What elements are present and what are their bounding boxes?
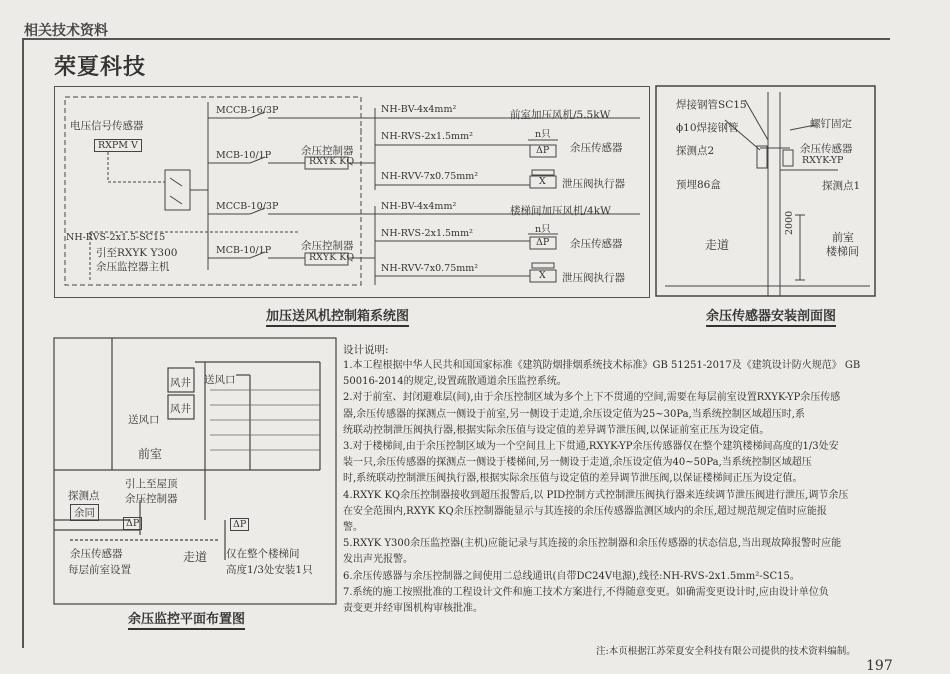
install-label-stair: 楼梯间 (826, 245, 859, 258)
dp-bottom: ΔP (536, 237, 550, 248)
note-line: 装一只,余压传感器的探测点一侧设于楼梯间,另一侧设于走道,余压设定值为40~50Pa,当系统控制区域超压 (343, 457, 812, 469)
install-label-anteroom: 前室 (832, 231, 854, 244)
x-bottom: X (539, 270, 546, 281)
note-line: 统联动控制泄压阀执行器,根据实际余压值与设定值的差异调节泄压阀,以保证前室正压为设定值。 (343, 424, 770, 436)
floor-caption: 余压监控平面布置图 (128, 608, 245, 630)
install-label-7: RXYK-YP (802, 155, 844, 166)
cable-label: NH-RVS-2x1.5-SC15 (66, 232, 166, 243)
floor-vent-1: 送风口 (204, 374, 236, 386)
footnote: 注:本页根据江苏荣夏安全科技有限公司提供的技术资料编制。 (596, 646, 856, 657)
brand-title: 荣夏科技 (54, 55, 147, 80)
fan-bottom-label: 楼梯间加压风机/4kW (510, 205, 611, 217)
note-line: 4.RXYK KQ余压控制器接收到超压报警后,以 PID控制方式控制泄压阀执行器来连续调节泄压阀进行泄压,调节余压 (343, 489, 849, 501)
sensor-label-top: 余压传感器 (570, 142, 623, 154)
floor-stair-note-2: 高度1/3处安装1只 (226, 564, 313, 576)
host-label-2: 余压监控器主机 (96, 261, 170, 273)
note-line: 1.本工程根据中华人民共和国国家标准《建筑防烟排烟系统技术标准》GB 51251-2017及《建筑设计防火规范》 GB (343, 360, 861, 371)
host-label-1: 引至RXYK Y300 (96, 247, 178, 259)
note-line: 器,余压传感器的探测点一侧设于前室,另一侧设于走道,余压设定值为25~30Pa,当系统控制区域超压时,系 (343, 408, 805, 420)
breaker-2: MCB-10/1P (216, 150, 272, 161)
install-caption: 余压传感器安装剖面图 (706, 305, 836, 327)
wire-top-1: NH-BV-4x4mm² (381, 104, 457, 115)
breaker-3: MCCB-10/3P (216, 201, 279, 212)
install-label-8: 探测点1 (822, 180, 861, 192)
floor-corridor: 走道 (183, 550, 208, 564)
system-diagram-caption: 加压送风机控制箱系统图 (266, 305, 409, 327)
wire-top-3: NH-RVV-7x0.75mm² (381, 171, 479, 182)
note-line: 2.对于前室、封闭避难层(间),由于余压控制区域为多个上下不贯通的空间,需要在每层前室设置RXYK-YP余压传感 (343, 392, 841, 404)
section-label: 相关技术资料 (24, 23, 108, 39)
x-top: X (539, 176, 546, 187)
note-line: 3.对于楼梯间,由于余压控制区域为一个空间且上下贯通,RXYK-YP余压传感器仅在整个建筑楼梯间高度的1/3处安 (343, 441, 839, 453)
note-line: 警。 (343, 522, 363, 534)
page-number: 197 (866, 658, 893, 674)
n-only-top: n只 (535, 129, 551, 140)
controller-model-bottom: RXYK KQ (309, 252, 355, 263)
floor-shaft-1: 风井 (170, 377, 191, 389)
note-line: 在安全范围内,RXYK KQ余压控制器能显示与其连接的余压传感器监测区域内的余压,超过规范规定值时应能报 (343, 505, 827, 517)
controller-model-top: RXYK KQ (309, 156, 355, 167)
wire-bottom-2: NH-RVS-2x1.5mm² (381, 228, 473, 239)
actuator-label-bottom: 泄压阀执行器 (562, 272, 625, 284)
floor-controller: 余压控制器 (125, 493, 178, 505)
sensor-label-bottom: 余压传感器 (570, 238, 623, 250)
breaker-4: MCB-10/1P (216, 245, 272, 256)
floor-dp-1: ΔP (123, 517, 142, 530)
wire-bottom-1: NH-BV-4x4mm² (381, 201, 457, 212)
actuator-label-top: 泄压阀执行器 (562, 178, 625, 190)
note-line: 6.余压传感器与余压控制器之间使用二总线通讯(自带DC24V电源),线径:NH-RVS-2x1.5mm²-SC15。 (343, 570, 800, 582)
floor-remaining: 余同 (70, 504, 99, 521)
install-label-6: 余压传感器 (800, 143, 853, 155)
n-only-bottom: n只 (535, 224, 551, 235)
wire-bottom-3: NH-RVV-7x0.75mm² (381, 263, 479, 274)
note-line: 责变更并经审图机构审核批准。 (343, 603, 483, 615)
install-label-2: ϕ10焊接钢管 (676, 122, 739, 134)
notes-title: 设计说明: (343, 344, 389, 356)
note-line: 7.系统的施工按照批准的工程设计文件和施工技术方案进行,不得随意变更。如确需变更设计时,应由设计单位负 (343, 586, 829, 598)
fan-top-label: 前室加压风机/5.5kW (510, 109, 611, 121)
rxpm-box: RXPM V (94, 139, 142, 152)
install-label-3: 探测点2 (676, 145, 715, 157)
floor-sensor-note: 每层前室设置 (68, 564, 131, 576)
note-line: 发出声光报警。 (343, 554, 413, 566)
floor-roof: 引上至屋顶 (125, 478, 178, 490)
install-label-corridor: 走道 (705, 238, 730, 252)
floor-sensor: 余压传感器 (70, 548, 123, 560)
dp-top: ΔP (536, 145, 550, 156)
floor-vent-2: 送风口 (128, 414, 160, 426)
install-label-5: 螺钉固定 (810, 118, 852, 130)
install-label-1: 焊接钢管SC15 (676, 99, 747, 111)
controller-label-top: 余压控制器 (301, 145, 354, 157)
floor-anteroom: 前室 (138, 447, 163, 461)
install-dimension: 2000 (784, 210, 795, 235)
controller-label-bottom: 余压控制器 (301, 240, 354, 252)
note-line: 5.RXYK Y300余压监控器(主机)应能记录与其连接的余压控制器和余压传感器的状态信息,当出现故障报警时应能 (343, 538, 842, 550)
notes-body (343, 358, 888, 617)
voltage-sensor-label: 电压信号传感器 (70, 120, 144, 132)
floor-dp-2: ΔP (230, 518, 249, 531)
note-line: 时,系统联动控制泄压阀执行器,根据实际余压值与设定值的差异调节泄压阀,以保证楼梯间正压为设定值。 (343, 473, 803, 485)
wire-top-2: NH-RVS-2x1.5mm² (381, 131, 473, 142)
breaker-1: MCCB-16/3P (216, 105, 279, 116)
floor-shaft-2: 风井 (170, 403, 191, 415)
floor-stair-note-1: 仅在整个楼梯间 (226, 548, 300, 560)
install-label-4: 预埋86盒 (676, 179, 721, 191)
note-line: 50016-2014的规定,设置疏散通道余压监控系统。 (343, 376, 567, 388)
floor-probe: 探测点 (68, 490, 100, 502)
